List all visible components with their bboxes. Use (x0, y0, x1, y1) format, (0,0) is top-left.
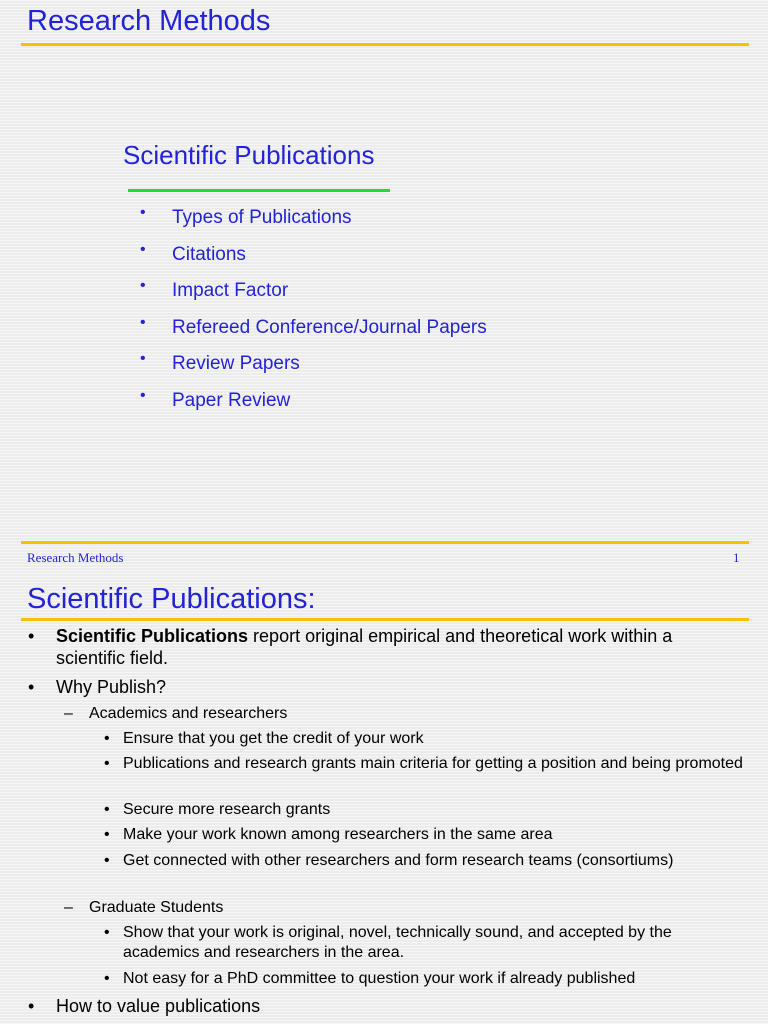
slide-1: Research Methods Scientific Publications • Types of Publications • Citations • Impact Factor • Refereed Conference/Journal Papers • Review Papers • Paper Review Research Methods 1 (0, 0, 768, 572)
bullet-icon: • (104, 801, 110, 818)
slide-2 (0, 572, 768, 1024)
list-item: • Why Publish? (28, 677, 167, 697)
list-item: • Ensure that you get the credit of your work (104, 730, 424, 747)
slide-1-title: Research Methods (27, 5, 271, 37)
list-item: – Academics and researchers (64, 705, 288, 722)
dash-icon: – (64, 899, 73, 916)
list-item: – Graduate Students (64, 899, 224, 916)
bullet-icon: • (140, 313, 146, 331)
bullet-icon: • (28, 626, 35, 646)
bullet-icon: • (104, 852, 110, 869)
bullet-icon: • (140, 204, 146, 221)
list-item: • How to value publications (28, 996, 261, 1016)
bullet-icon: • (104, 826, 110, 843)
dash-icon: – (64, 705, 73, 722)
bullet-icon: • (140, 277, 146, 294)
bullet-icon: • (140, 386, 146, 404)
list-item: • Get connected with other researchers and form research teams (consortiums) (104, 852, 674, 869)
bullet-icon: • (28, 996, 35, 1016)
bullet-icon: • (140, 350, 146, 367)
bullet-icon: • (104, 755, 110, 772)
slide-2-title: Scientific Publications: (27, 583, 316, 615)
title-underline (21, 618, 749, 621)
list-item: • Show that your work is original, novel, technically sound, and accepted by the academics and researchers in the area. (104, 924, 672, 961)
list-item: • Make your work known among researchers in the same area (104, 826, 553, 843)
list-item: • Publications and research grants main criteria for getting a position and being promoted (104, 755, 743, 772)
bullet-icon: • (104, 970, 110, 987)
bullet-icon: • (140, 240, 146, 258)
list-item: • Not easy for a PhD committee to question your work if already published (104, 970, 636, 987)
bullet-icon: • (104, 924, 110, 941)
page-number: 1 (733, 550, 740, 565)
subtitle-underline (128, 189, 390, 192)
bullet-icon: • (104, 730, 110, 747)
title-underline (21, 43, 749, 46)
footer-rule (21, 541, 749, 544)
slide-1-subtitle: Scientific Publications (123, 140, 375, 170)
bullet-icon: • (28, 677, 35, 697)
list-item: • Secure more research grants (104, 801, 331, 818)
list-item: • Scientific Publications report original empirical and theoretical work within a scientific field. (28, 626, 673, 668)
footer-title: Research Methods (27, 550, 124, 565)
